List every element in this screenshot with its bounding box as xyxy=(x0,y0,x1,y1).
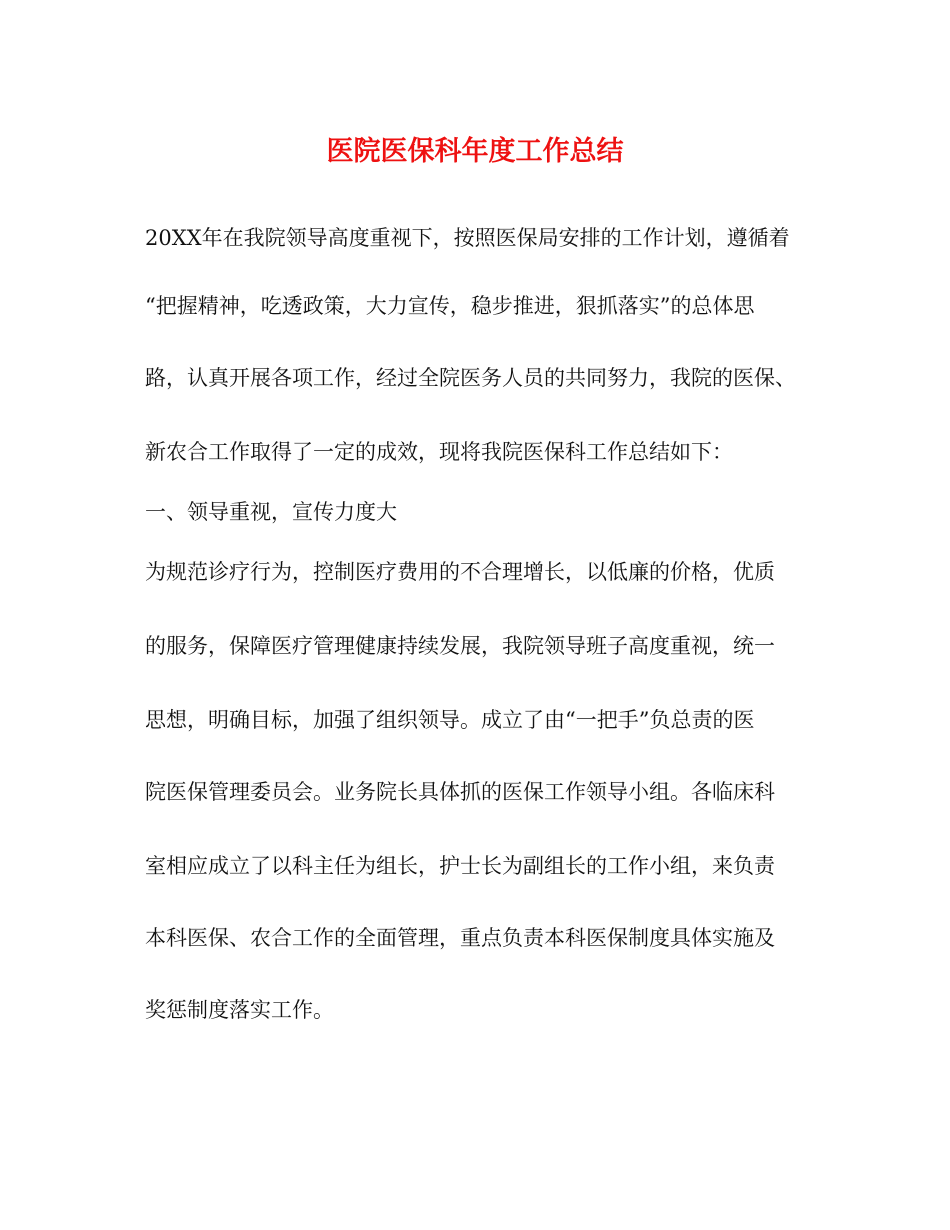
paragraph1-line-1: 20XX年在我院领导高度重视下，按照医保局安排的工作计划，遵循着 xyxy=(145,226,790,250)
paragraph2-line-7: 奖惩制度落实工作。 xyxy=(145,998,334,1022)
paragraph2-line-5: 室相应成立了以科主任为组长，护士长为副组长的工作小组，来负责 xyxy=(145,854,775,878)
paragraph2-line-3: 思想，明确目标，加强了组织领导。成立了由“一把手”负总责的医 xyxy=(145,708,755,732)
paragraph2-line-6: 本科医保、农合工作的全面管理，重点负责本科医保制度具体实施及 xyxy=(145,926,775,950)
document-title: 医院医保科年度工作总结 xyxy=(326,136,624,167)
paragraph2-line-2: 的服务，保障医疗管理健康持续发展，我院领导班子高度重视，统一 xyxy=(145,634,775,658)
paragraph2-line-1: 为规范诊疗行为，控制医疗费用的不合理增长，以低廉的价格，优质 xyxy=(145,560,775,584)
paragraph2-line-4: 院医保管理委员会。业务院长具体抓的医保工作领导小组。各临床科 xyxy=(145,780,775,804)
paragraph1-line-3: 路，认真开展各项工作，经过全院医务人员的共同努力，我院的医保、 xyxy=(145,366,796,390)
section1-heading: 一、领导重视，宣传力度大 xyxy=(145,500,397,524)
paragraph1-line-4: 新农合工作取得了一定的成效，现将我院医保科工作总结如下： xyxy=(145,440,733,464)
paragraph1-line-2: “把握精神，吃透政策，大力宣传，稳步推进，狠抓落实”的总体思 xyxy=(145,294,755,318)
